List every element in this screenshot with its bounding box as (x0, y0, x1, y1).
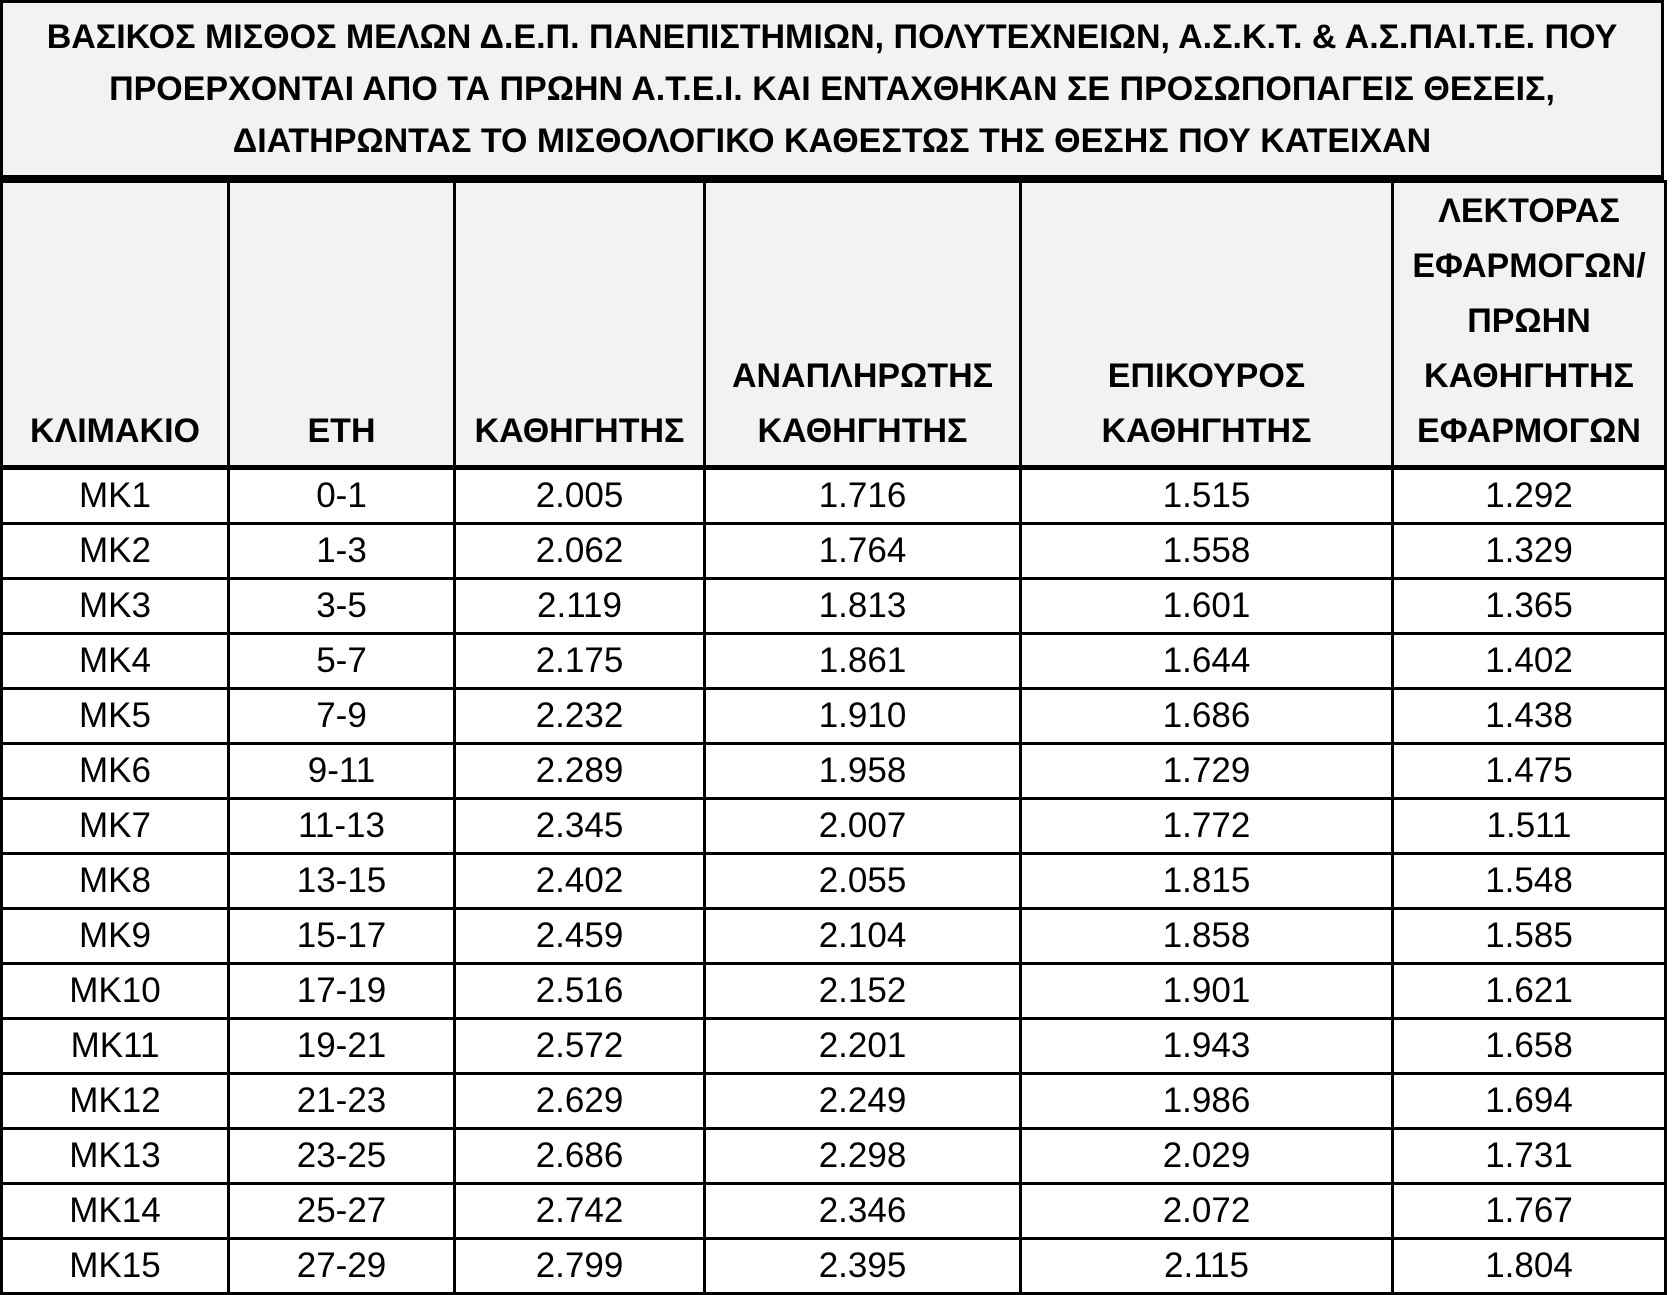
salary-table (0, 180, 1667, 1295)
cell-eti: 17-19 (229, 964, 455, 1019)
cell-lektoras: 1.731 (1393, 1129, 1666, 1184)
header-epikouros-kathigitis: ΕΠΙΚΟΥΡΟΣ ΚΑΘΗΓΗΤΗΣ (1021, 182, 1393, 468)
cell-eti: 1-3 (229, 524, 455, 579)
header-anaplirotis-kathigitis: ΑΝΑΠΛΗΡΩΤΗΣ ΚΑΘΗΓΗΤΗΣ (705, 182, 1021, 468)
cell-kathigitis: 2.119 (455, 579, 705, 634)
table-row (2, 579, 1666, 634)
cell-epikouros: 1.644 (1021, 634, 1393, 689)
cell-epikouros: 1.986 (1021, 1074, 1393, 1129)
cell-eti: 3-5 (229, 579, 455, 634)
cell-epikouros: 2.115 (1021, 1239, 1393, 1294)
header-eti: ΕΤΗ (229, 182, 455, 468)
cell-eti: 27-29 (229, 1239, 455, 1294)
cell-anaplirotis: 2.104 (705, 909, 1021, 964)
cell-kathigitis: 2.629 (455, 1074, 705, 1129)
cell-klimakio: ΜΚ3 (2, 579, 229, 634)
table-row (2, 854, 1666, 909)
header-row (2, 182, 1666, 468)
table-row (2, 1019, 1666, 1074)
cell-klimakio: ΜΚ8 (2, 854, 229, 909)
table-row (2, 1184, 1666, 1239)
cell-anaplirotis: 2.346 (705, 1184, 1021, 1239)
cell-klimakio: ΜΚ4 (2, 634, 229, 689)
cell-eti: 19-21 (229, 1019, 455, 1074)
cell-klimakio: ΜΚ7 (2, 799, 229, 854)
header-klimakio: ΚΛΙΜΑΚΙΟ (2, 182, 229, 468)
cell-anaplirotis: 2.249 (705, 1074, 1021, 1129)
cell-lektoras: 1.402 (1393, 634, 1666, 689)
title-line-1: ΒΑΣΙΚΟΣ ΜΙΣΘΟΣ ΜΕΛΩΝ Δ.Ε.Π. ΠΑΝΕΠΙΣΤΗΜΙΩΝ, ΠΟΛΥΤΕΧΝΕΙΩΝ, Α.Σ.Κ.Τ. & Α.Σ.ΠΑΙ.Τ.Ε. ΠΟΥ (46, 18, 1618, 56)
table-row (2, 1129, 1666, 1184)
table-row (2, 964, 1666, 1019)
cell-eti: 11-13 (229, 799, 455, 854)
cell-klimakio: ΜΚ10 (2, 964, 229, 1019)
cell-epikouros: 2.029 (1021, 1129, 1393, 1184)
cell-epikouros: 1.729 (1021, 744, 1393, 799)
cell-eti: 25-27 (229, 1184, 455, 1239)
cell-eti: 5-7 (229, 634, 455, 689)
cell-klimakio: ΜΚ5 (2, 689, 229, 744)
cell-klimakio: ΜΚ1 (2, 468, 229, 524)
cell-kathigitis: 2.062 (455, 524, 705, 579)
cell-epikouros: 1.858 (1021, 909, 1393, 964)
cell-epikouros: 1.686 (1021, 689, 1393, 744)
cell-lektoras: 1.438 (1393, 689, 1666, 744)
cell-anaplirotis: 2.298 (705, 1129, 1021, 1184)
cell-eti: 0-1 (229, 468, 455, 524)
cell-lektoras: 1.694 (1393, 1074, 1666, 1129)
table-row (2, 799, 1666, 854)
sheet-title (0, 0, 1664, 180)
cell-anaplirotis: 2.395 (705, 1239, 1021, 1294)
table-row (2, 634, 1666, 689)
cell-klimakio: ΜΚ11 (2, 1019, 229, 1074)
cell-anaplirotis: 2.152 (705, 964, 1021, 1019)
cell-klimakio: ΜΚ13 (2, 1129, 229, 1184)
cell-epikouros: 1.601 (1021, 579, 1393, 634)
cell-anaplirotis: 1.958 (705, 744, 1021, 799)
cell-eti: 15-17 (229, 909, 455, 964)
title-line-3: ΔΙΑΤΗΡΩΝΤΑΣ ΤΟ ΜΙΣΘΟΛΟΓΙΚΟ ΚΑΘΕΣΤΩΣ ΤΗΣ ΘΕΣΗΣ ΠΟΥ ΚΑΤΕΙΧΑΝ (232, 122, 1432, 160)
cell-epikouros: 1.815 (1021, 854, 1393, 909)
cell-lektoras: 1.767 (1393, 1184, 1666, 1239)
table-row (2, 1239, 1666, 1294)
table-row (2, 1074, 1666, 1129)
cell-anaplirotis: 1.813 (705, 579, 1021, 634)
cell-anaplirotis: 2.201 (705, 1019, 1021, 1074)
cell-epikouros: 1.943 (1021, 1019, 1393, 1074)
cell-klimakio: ΜΚ9 (2, 909, 229, 964)
cell-eti: 13-15 (229, 854, 455, 909)
title-line-2: ΠΡΟΕΡΧΟΝΤΑΙ ΑΠΟ ΤΑ ΠΡΩΗΝ Α.Τ.Ε.Ι. ΚΑΙ ΕΝΤΑΧΘΗΚΑΝ ΣΕ ΠΡΟΣΩΠΟΠΑΓΕΙΣ ΘΕΣΕΙΣ, (109, 70, 1555, 108)
cell-kathigitis: 2.345 (455, 799, 705, 854)
cell-kathigitis: 2.516 (455, 964, 705, 1019)
cell-anaplirotis: 2.055 (705, 854, 1021, 909)
cell-eti: 21-23 (229, 1074, 455, 1129)
cell-anaplirotis: 1.910 (705, 689, 1021, 744)
table-row (2, 909, 1666, 964)
cell-lektoras: 1.804 (1393, 1239, 1666, 1294)
cell-lektoras: 1.511 (1393, 799, 1666, 854)
header-lektoras-efarmogon: ΛΕΚΤΟΡΑΣ ΕΦΑΡΜΟΓΩΝ/ ΠΡΩΗΝ ΚΑΘΗΓΗΤΗΣ ΕΦΑΡΜΟΓΩΝ (1393, 182, 1666, 468)
cell-anaplirotis: 1.764 (705, 524, 1021, 579)
cell-kathigitis: 2.175 (455, 634, 705, 689)
cell-eti: 9-11 (229, 744, 455, 799)
cell-klimakio: ΜΚ15 (2, 1239, 229, 1294)
cell-klimakio: ΜΚ12 (2, 1074, 229, 1129)
cell-kathigitis: 2.742 (455, 1184, 705, 1239)
cell-lektoras: 1.292 (1393, 468, 1666, 524)
cell-lektoras: 1.365 (1393, 579, 1666, 634)
cell-epikouros: 1.772 (1021, 799, 1393, 854)
cell-kathigitis: 2.232 (455, 689, 705, 744)
cell-epikouros: 1.558 (1021, 524, 1393, 579)
cell-anaplirotis: 1.716 (705, 468, 1021, 524)
cell-lektoras: 1.658 (1393, 1019, 1666, 1074)
cell-kathigitis: 2.799 (455, 1239, 705, 1294)
cell-kathigitis: 2.459 (455, 909, 705, 964)
cell-kathigitis: 2.572 (455, 1019, 705, 1074)
cell-kathigitis: 2.289 (455, 744, 705, 799)
cell-klimakio: ΜΚ6 (2, 744, 229, 799)
cell-lektoras: 1.585 (1393, 909, 1666, 964)
cell-lektoras: 1.548 (1393, 854, 1666, 909)
cell-klimakio: ΜΚ2 (2, 524, 229, 579)
cell-epikouros: 2.072 (1021, 1184, 1393, 1239)
cell-eti: 23-25 (229, 1129, 455, 1184)
cell-kathigitis: 2.402 (455, 854, 705, 909)
table-row (2, 744, 1666, 799)
table-row (2, 689, 1666, 744)
header-kathigitis: ΚΑΘΗΓΗΤΗΣ (455, 182, 705, 468)
cell-kathigitis: 2.005 (455, 468, 705, 524)
table-row (2, 524, 1666, 579)
cell-anaplirotis: 1.861 (705, 634, 1021, 689)
cell-lektoras: 1.329 (1393, 524, 1666, 579)
table-row (2, 468, 1666, 524)
cell-lektoras: 1.475 (1393, 744, 1666, 799)
cell-kathigitis: 2.686 (455, 1129, 705, 1184)
cell-lektoras: 1.621 (1393, 964, 1666, 1019)
table-body (2, 468, 1666, 1294)
cell-klimakio: ΜΚ14 (2, 1184, 229, 1239)
cell-anaplirotis: 2.007 (705, 799, 1021, 854)
cell-eti: 7-9 (229, 689, 455, 744)
cell-epikouros: 1.901 (1021, 964, 1393, 1019)
cell-epikouros: 1.515 (1021, 468, 1393, 524)
